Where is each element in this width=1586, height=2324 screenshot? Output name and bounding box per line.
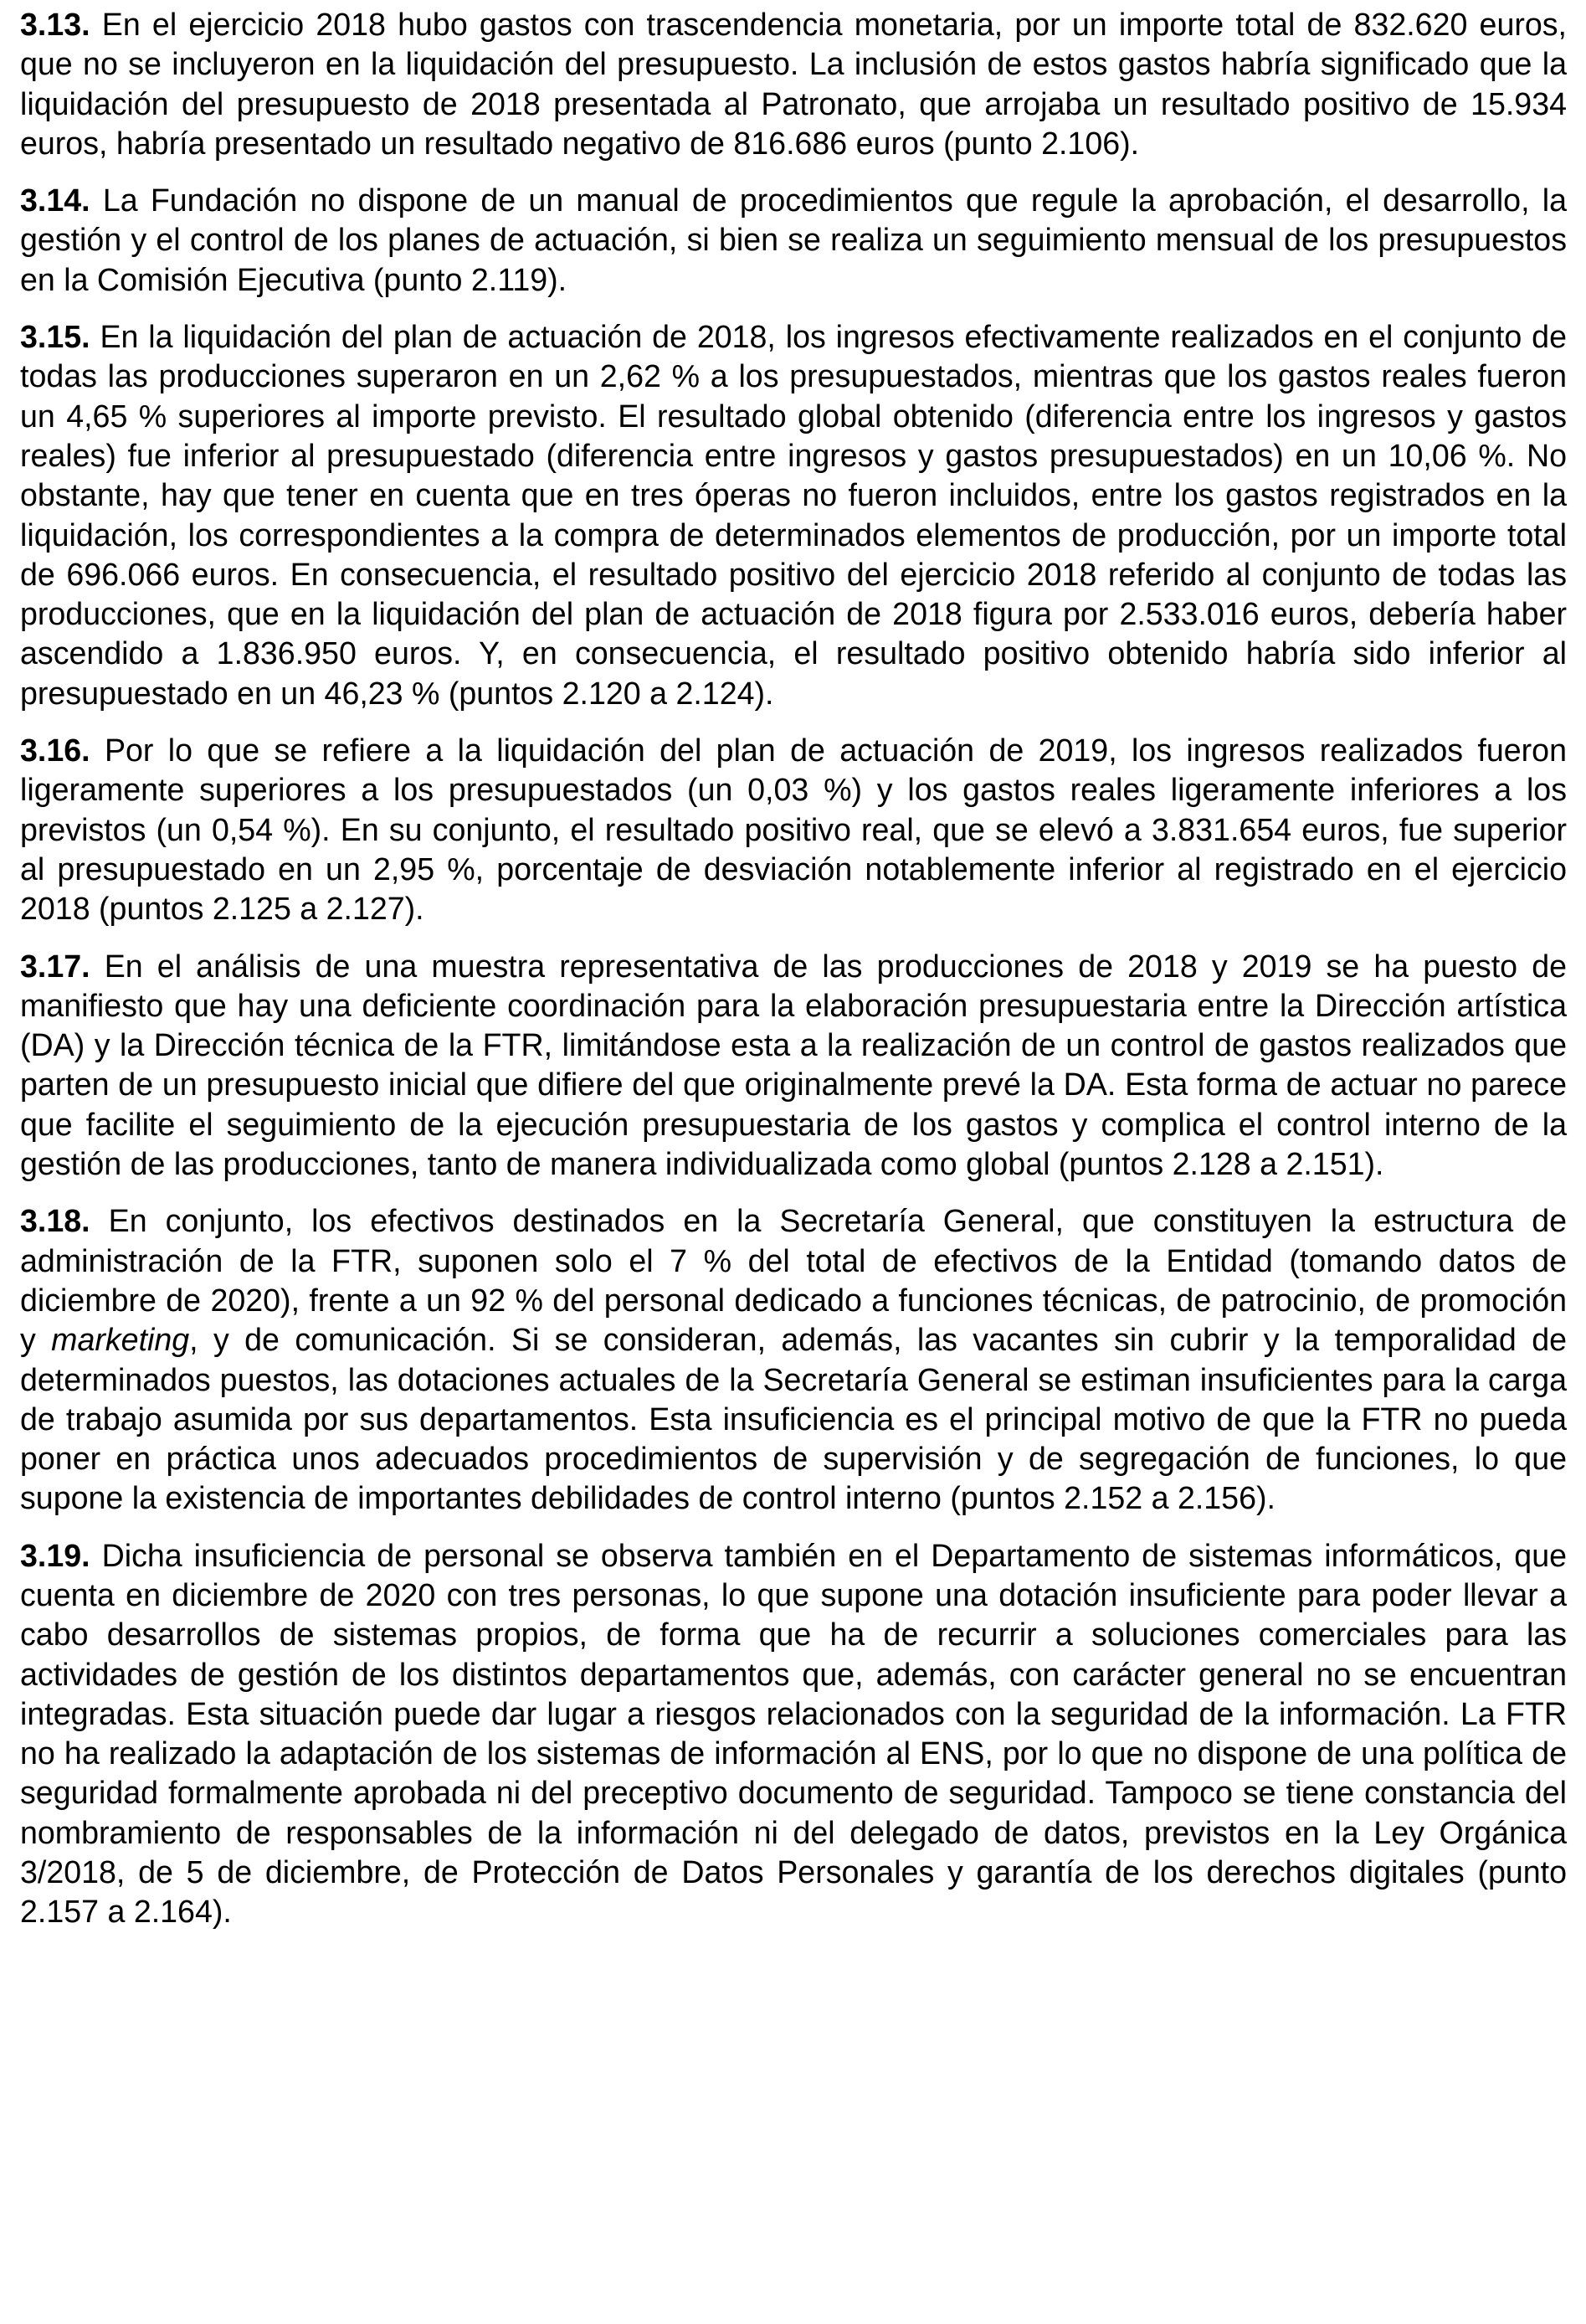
paragraph-text-before: En conjunto, los efectivos destinados en la Secretaría General, que constituyen la estructura de administración de la FTR, suponen solo el 7 % del total de efectivos de la Entidad (tomando datos de diciembre de 2020), frente a un 92 % del personal dedicado a funciones técnicas, de patrocinio, de promoción y: [20, 1203, 1567, 1358]
paragraph-text-italic: marketing: [51, 1322, 190, 1358]
paragraph-3-17: [20, 947, 1567, 1185]
paragraph-number: 3.16.: [20, 733, 90, 769]
document-page: [20, 5, 1567, 1950]
paragraph-3-14: [20, 181, 1567, 300]
paragraph-number: 3.17.: [20, 948, 90, 984]
paragraph-text: La Fundación no dispone de un manual de procedimientos que regule la aprobación, el desarrollo, la gestión y el control de los planes de actuación, si bien se realiza un seguimiento mensual de los presupuestos en la Comisión Ejecutiva (punto 2.119).: [20, 183, 1567, 297]
paragraph-text: En el ejercicio 2018 hubo gastos con trascendencia monetaria, por un importe total de 832.620 euros, que no se incluyeron en la liquidación del presupuesto. La inclusión de estos gastos habría significado que la liquidación del presupuesto de 2018 presentada al Patronato, que arrojaba un resultado positivo de 15.934 euros, habría presentado un resultado negativo de 816.686 euros (punto 2.106).: [20, 7, 1567, 161]
paragraph-text-after: , y de comunicación. Si se consideran, además, las vacantes sin cubrir y la temporalidad de determinados puestos, las dotaciones actuales de la Secretaría General se estiman insuficientes para la carga de trabajo asumida por sus departamentos. Esta insuficiencia es el principal motivo de que la FTR no pueda poner en práctica unos adecuados procedimientos de supervisión y de segregación de funciones, lo que supone la existencia de importantes debilidades de control interno (puntos 2.152 a 2.156).: [20, 1322, 1568, 1516]
paragraph-3-19: [20, 1536, 1567, 1932]
paragraph-number: 3.13.: [20, 7, 90, 42]
paragraph-3-15: [20, 317, 1567, 713]
paragraph-3-13: [20, 5, 1567, 163]
paragraph-number: 3.18.: [20, 1203, 90, 1239]
paragraph-number: 3.14.: [20, 183, 90, 219]
paragraph-number: 3.15.: [20, 319, 90, 355]
paragraph-text: En el análisis de una muestra representativa de las producciones de 2018 y 2019 se ha puesto de manifiesto que hay una deficiente coordinación para la elaboración presupuestaria entre la Dirección artística (DA) y la Dirección técnica de la FTR, limitándose esta a la realización de un control de gastos realizados que parten de un presupuesto inicial que difiere del que originalmente prevé la DA. Esta forma de actuar no parece que facilite el seguimiento de la ejecución presupuestaria de los gastos y complica el control interno de la gestión de las producciones, tanto de manera individualizada como global (puntos 2.128 a 2.151).: [20, 948, 1567, 1182]
paragraph-text: Dicha insuficiencia de personal se observa también en el Departamento de sistemas informáticos, que cuenta en diciembre de 2020 con tres personas, lo que supone una dotación insuficiente para poder llevar a cabo desarrollos de sistemas propios, de forma que ha de recurrir a soluciones comerciales para las actividades de gestión de los distintos departamentos que, además, con carácter general no se encuentran integradas. Esta situación puede dar lugar a riesgos relacionados con la seguridad de la información. La FTR no ha realizado la adaptación de los sistemas de información al ENS, por lo que no dispone de una política de seguridad formalmente aprobada ni del preceptivo documento de seguridad. Tampoco se tiene constancia del nombramiento de responsables de la información ni del delegado de datos, previstos en la Ley Orgánica 3/2018, de 5 de diciembre, de Protección de Datos Personales y garantía de los derechos digitales (punto 2.157 a 2.164).: [20, 1537, 1567, 1930]
paragraph-3-18: [20, 1201, 1567, 1518]
paragraph-number: 3.19.: [20, 1537, 90, 1573]
paragraph-text: Por lo que se refiere a la liquidación del plan de actuación de 2019, los ingresos realizados fueron ligeramente superiores a los presupuestados (un 0,03 %) y los gastos reales ligeramente inferiores a los previstos (un 0,54 %). En su conjunto, el resultado positivo real, que se elevó a 3.831.654 euros, fue superior al presupuestado en un 2,95 %, porcentaje de desviación notablemente inferior al registrado en el ejercicio 2018 (puntos 2.125 a 2.127).: [20, 733, 1567, 927]
paragraph-text: En la liquidación del plan de actuación de 2018, los ingresos efectivamente realizados en el conjunto de todas las producciones superaron en un 2,62 % a los presupuestados, mientras que los gastos reales fueron un 4,65 % superiores al importe previsto. El resultado global obtenido (diferencia entre los ingresos y gastos reales) fue inferior al presupuestado (diferencia entre ingresos y gastos presupuestados) en un 10,06 %. No obstante, hay que tener en cuenta que en tres óperas no fueron incluidos, entre los gastos registrados en la liquidación, los correspondientes a la compra de determinados elementos de producción, por un importe total de 696.066 euros. En consecuencia, el resultado positivo del ejercicio 2018 referido al conjunto de todas las producciones, que en la liquidación del plan de actuación de 2018 figura por 2.533.016 euros, debería haber ascendido a 1.836.950 euros. Y, en consecuencia, el resultado positivo obtenido habría sido inferior al presupuestado en un 46,23 % (puntos 2.120 a 2.124).: [20, 319, 1567, 711]
paragraph-3-16: [20, 731, 1567, 928]
